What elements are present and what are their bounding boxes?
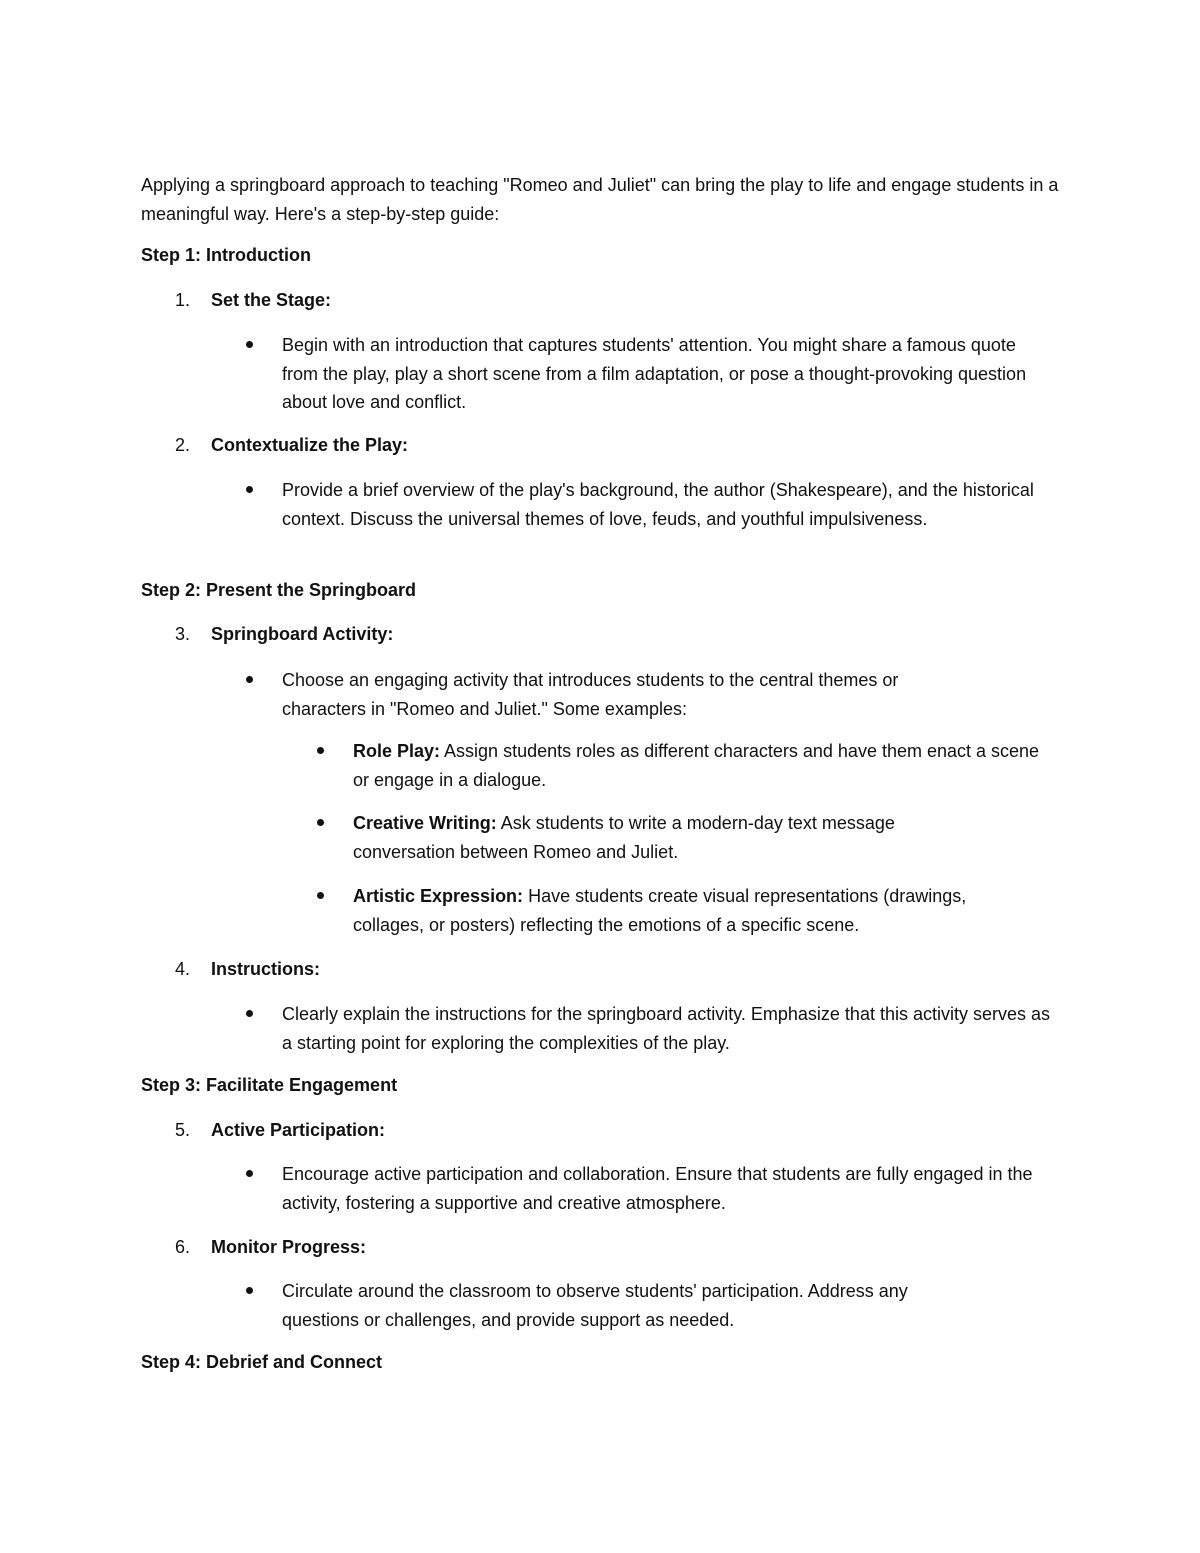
sub-bullet-body: Have students create visual representations (drawings, collages, or posters) reflecting the emotions of a specific scene.	[353, 886, 967, 935]
item-number: 4.	[175, 959, 191, 979]
item-title: Monitor Progress:	[211, 1237, 367, 1257]
bullet-text: Encourage active participation and collaboration. Ensure that students are fully engaged in the activity, fostering a supportive and creative atmosphere.	[282, 1164, 1033, 1213]
item-number: 2.	[175, 435, 191, 455]
numbered-item-2	[175, 431, 408, 459]
bullet-item	[244, 666, 984, 723]
step-4-heading: Step 4: Debrief and Connect	[141, 1352, 383, 1372]
item-title: Contextualize the Play:	[211, 435, 409, 455]
numbered-item-5	[175, 1116, 385, 1144]
item-number: 6.	[175, 1237, 191, 1257]
numbered-item-4	[175, 955, 320, 983]
bullet-text: Clearly explain the instructions for the springboard activity. Emphasize that this activity serves as a starting point for exploring the complexities of the play.	[282, 1004, 1051, 1053]
sub-bullet-item	[315, 737, 1045, 794]
bullet-item	[244, 1000, 1056, 1057]
sub-bullet-lead: Creative Writing:	[353, 813, 497, 833]
sub-bullet-item	[315, 882, 1035, 939]
item-number: 1.	[175, 290, 191, 310]
sub-bullet-item	[315, 809, 975, 866]
item-title: Springboard Activity:	[211, 624, 394, 644]
sub-bullet-text	[353, 809, 975, 866]
bullet-item	[244, 476, 1034, 533]
bullet-item	[244, 1160, 1064, 1217]
bullet-item	[244, 331, 1056, 417]
step-3-heading: Step 3: Facilitate Engagement	[141, 1075, 398, 1095]
bullet-text: Choose an engaging activity that introduces students to the central themes or characters in "Romeo and Juliet." Some examples:	[282, 670, 899, 719]
step-2-heading: Step 2: Present the Springboard	[141, 580, 417, 600]
step-1-heading: Step 1: Introduction	[141, 245, 311, 265]
sub-bullet-lead: Role Play:	[353, 741, 441, 761]
bullet-text: Begin with an introduction that captures students' attention. You might share a famous quote from the play, play a short scene from a film adaptation, or pose a thought-provoking question about love and conflict.	[282, 335, 1027, 412]
intro-paragraph: Applying a springboard approach to teaching "Romeo and Juliet" can bring the play to life and engage students in a meaningful way. Here's a step-by-step guide:	[141, 175, 1059, 224]
sub-bullet-body: Assign students roles as different characters and have them enact a scene or engage in a dialogue.	[353, 741, 1040, 790]
sub-bullet-lead: Artistic Expression:	[353, 886, 524, 906]
item-title: Active Participation:	[211, 1120, 386, 1140]
sub-bullet-text	[353, 882, 1035, 939]
sub-bullet-body: Ask students to write a modern-day text message conversation between Romeo and Juliet.	[353, 813, 895, 862]
item-number: 3.	[175, 624, 191, 644]
bullet-text: Circulate around the classroom to observe students' participation. Address any questions or challenges, and provide support as needed.	[282, 1281, 908, 1330]
numbered-item-6	[175, 1233, 366, 1261]
item-number: 5.	[175, 1120, 191, 1140]
numbered-item-1	[175, 286, 331, 314]
item-title: Set the Stage:	[211, 290, 332, 310]
sub-bullet-text	[353, 737, 1045, 794]
bullet-item	[244, 1277, 989, 1334]
bullet-text: Provide a brief overview of the play's background, the author (Shakespeare), and the historical context. Discuss the universal themes of love, feuds, and youthful impulsiveness.	[282, 480, 1034, 529]
numbered-item-3	[175, 620, 393, 648]
item-title: Instructions:	[211, 959, 321, 979]
